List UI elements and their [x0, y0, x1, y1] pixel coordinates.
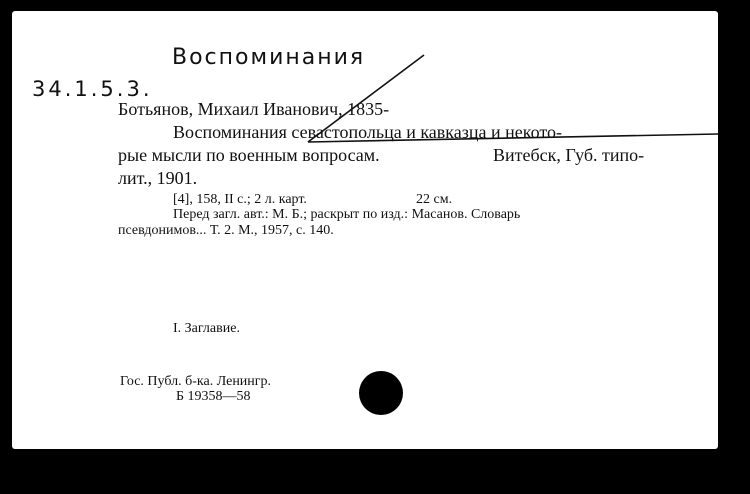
note-line-2: псевдонимов... Т. 2. М., 1957, с. 140.: [118, 223, 334, 238]
title-line-2a: рые мысли по военным вопросам.: [118, 145, 380, 165]
title-line-3: лит., 1901.: [118, 168, 198, 188]
handwritten-shelfmark: 34.1.5.3.: [32, 77, 153, 101]
library-stamp: Гос. Публ. б-ка. Ленингр.: [120, 374, 272, 389]
size-text: 22 см.: [416, 192, 453, 207]
note-line-1: Перед загл. авт.: М. Б.; раскрыт по изд.: Масанов. Словарь: [173, 207, 521, 222]
catalog-card: [12, 11, 718, 449]
title-line-2b: Витебск, Губ. типо-: [493, 145, 645, 165]
accession-number: Б 19358—58: [176, 389, 251, 404]
subject-entry: I. Заглавие.: [173, 321, 240, 336]
handwritten-title: Воспоминания: [172, 45, 366, 70]
pen-stroke-underline: [308, 134, 718, 142]
pen-stroke-diagonal: [308, 55, 424, 142]
author-heading: Ботьянов, Михаил Иванович, 1835-: [118, 99, 390, 119]
title-line-1: Воспоминания севастопольца и кавказца и некото-: [173, 122, 562, 142]
pen-marks: [12, 11, 718, 449]
physical-description: [4], 158, II с.; 2 л. карт.: [173, 192, 307, 207]
